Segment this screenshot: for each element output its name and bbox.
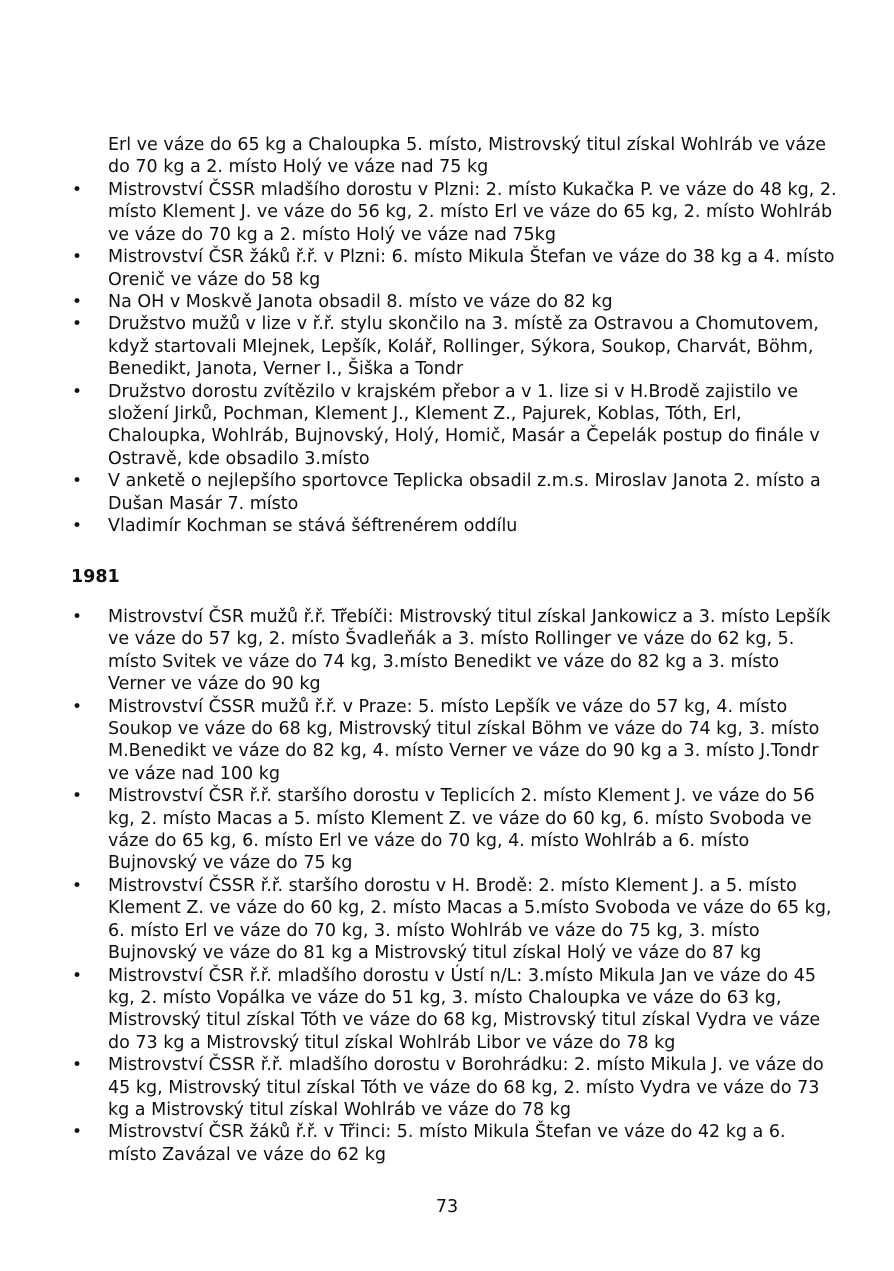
list-item: • Mistrovství ČSR mužů ř.ř. Třebíči: Mistrovský titul získal Jankowicz a 3. místo Lepšík ve váze do 57 kg, 2. místo Švadleňák a 3. místo Rollinger ve váze do 62 kg, 5. místo Svitek ve váze do 74 kg, 3.místo Benedikt ve váze do 82 kg a 3. místo Verner ve váze do 90 kg: [108, 606, 838, 696]
continuation-paragraph: Erl ve váze do 65 kg a Chaloupka 5. místo, Mistrovský titul získal Wohlráb ve váze do 70 kg a 2. místo Holý ve váze nad 75 kg: [108, 135, 827, 178]
list-item: • Mistrovství ČSR ř.ř. mladšího dorostu v Ústí n/L: 3.místo Mikula Jan ve váze do 45 kg, 2. místo Vopálka ve váze do 51 kg, 3. místo Chaloupka ve váze do 63 kg, Mistrovský titul získal Tóth ve váze do 68 kg, Mistrovský titul získal Vydra ve váze do 73 kg a Mistrovský titul získal Wohlráb Libor ve váze do 78 kg: [108, 965, 838, 1055]
list-item: • Družstvo mužů v lize v ř.ř. stylu skončilo na 3. místě za Ostravou a Chomutovem, když startovali Mlejnek, Lepšík, Kolář, Rollinger, Sýkora, Soukop, Charvát, Böhm, Benedikt, Janota, Verner I., Šiška a Tondr: [108, 313, 838, 380]
list-item: • Mistrovství ČSR žáků ř.ř. v Plzni: 6. místo Mikula Štefan ve váze do 38 kg a 4. místo Orenič ve váze do 58 kg: [108, 246, 838, 291]
list-item: • Mistrovství ČSSR ř.ř. mladšího dorostu v Borohrádku: 2. místo Mikula J. ve váze do 45 kg, Mistrovský titul získal Tóth ve váze do 68 kg, 2. místo Vydra ve váze do 73 kg a Mistrovský titul získal Wohlráb ve váze do 78 kg: [108, 1054, 838, 1121]
list-item: • Vladimír Kochman se stává šéftrenérem oddílu: [108, 515, 838, 537]
list-item: • Družstvo dorostu zvítězilo v krajském přebor a v 1. lize si v H.Brodě zajistilo ve složení Jirků, Pochman, Klement J., Klement Z., Pajurek, Koblas, Tóth, Erl, Chaloupka, Wohlráb, Bujnovský, Holý, Homič, Masár a Čepelák postup do finále v Ostravě, kde obsadilo 3.místo: [108, 381, 838, 471]
list-item: • Mistrovství ČSSR ř.ř. staršího dorostu v H. Brodě: 2. místo Klement J. a 5. místo Klement Z. ve váze do 60 kg, 2. místo Macas a 5.místo Svoboda ve váze do 65 kg, 6. místo Erl ve váze do 70 kg, 3. místo Wohlráb ve váze do 75 kg, 3. místo Bujnovský ve váze do 81 kg a Mistrovský titul získal Holý ve váze do 87 kg: [108, 875, 838, 965]
list-item: • Mistrovství ČSR ř.ř. staršího dorostu v Teplicích 2. místo Klement J. ve váze do 56 kg, 2. místo Macas a 5. místo Klement Z. ve váze do 60 kg, 6. místo Svoboda ve váze do 65 kg, 6. místo Erl ve váze do 70 kg, 4. místo Wohlráb a 6. místo Bujnovský ve váze do 75 kg: [108, 785, 838, 875]
list-item: • V anketě o nejlepšího sportovce Teplicka obsadil z.m.s. Miroslav Janota 2. místo a Dušan Masár 7. místo: [108, 470, 838, 515]
results-list-1981: [108, 606, 838, 1166]
list-item: • Mistrovství ČSSR mladšího dorostu v Plzni: 2. místo Kukačka P. ve váze do 48 kg, 2. místo Klement J. ve váze do 56 kg, 2. místo Erl ve váze do 65 kg, 2. místo Wohlráb ve váze do 70 kg a 2. místo Holý ve váze nad 75kg: [108, 179, 838, 246]
list-item: • Na OH v Moskvě Janota obsadil 8. místo ve váze do 82 kg: [108, 291, 838, 313]
year-heading: 1981: [71, 567, 120, 587]
list-item: • Mistrovství ČSSR mužů ř.ř. v Praze: 5. místo Lepšík ve váze do 57 kg, 4. místo Soukop ve váze do 68 kg, Mistrovský titul získal Böhm ve váze do 74 kg, 3. místo M.Benedikt ve váze do 82 kg, 4. místo Verner ve váze do 90 kg a 3. místo J.Tondr ve váze nad 100 kg: [108, 696, 838, 786]
page-number: 73: [435, 1197, 459, 1217]
results-list-1980: [108, 179, 838, 538]
list-item: • Mistrovství ČSR žáků ř.ř. v Třinci: 5. místo Mikula Štefan ve váze do 42 kg a 6. místo Zavázal ve váze do 62 kg: [108, 1121, 838, 1166]
